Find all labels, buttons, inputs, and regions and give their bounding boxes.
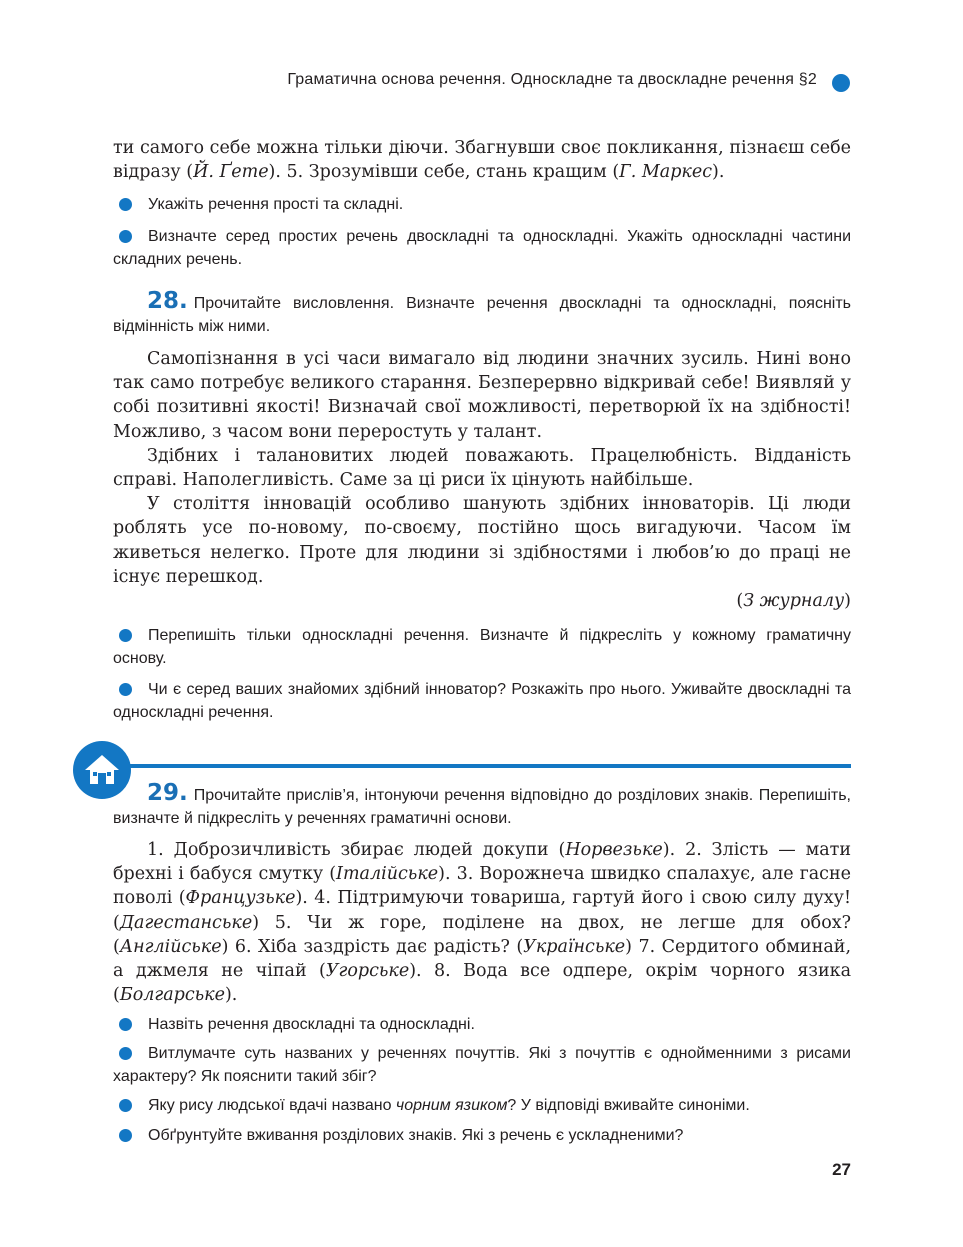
- bullet-text-part: ? У відповіді вживайте синоніми.: [507, 1097, 750, 1114]
- bullet-dot-icon: [119, 629, 132, 642]
- bullet-emphasis: чорним язиком: [395, 1097, 508, 1114]
- bullet-dot-icon: [119, 1129, 132, 1142]
- proverb-origin: Болгарське: [119, 985, 225, 1006]
- bullet-item: [113, 624, 851, 670]
- bullet-item: [113, 1124, 851, 1147]
- proverb: 8. Вода все одпере, окрім чорного язика (: [113, 961, 852, 1006]
- bullet-text: Перепишіть тільки односкладні речення. Визначте й підкресліть у кожному граматичну основу.: [113, 627, 851, 667]
- running-header: [0, 71, 963, 95]
- bullet-text-part: Яку рису людської вдачі названо: [148, 1097, 396, 1114]
- bullet-dot-icon: [119, 198, 132, 211]
- proverb-tail: ).: [438, 864, 457, 885]
- intro-line-1: ти самого себе можна тільки діючи. Збагнувши своє покликання, пізнаєш: [113, 138, 805, 158]
- intro-author-goethe: Й. Ґете: [193, 162, 269, 183]
- task-28-text: [113, 347, 851, 589]
- proverb: 6. Хіба заздрість дає радість? (: [234, 936, 524, 957]
- proverb: 4. Підтримуючи товариша, гартуй його і свою силу духу! (: [113, 888, 851, 933]
- bullet-text-part: Назвіть речення двоскладні та односкладні.: [148, 1016, 475, 1033]
- proverb: 1. Доброзичливість збирає людей докупи (: [147, 840, 566, 860]
- header-dot-marker: [832, 74, 850, 92]
- intro-line-2a: себе відразу (: [113, 138, 851, 183]
- intro-text: [113, 136, 851, 184]
- task-instruction: Прочитайте висловлення. Визначте речення двоскладні та односкладні, поясніть відмінність між ними.: [113, 295, 851, 335]
- bullet-dot-icon: [119, 1099, 132, 1112]
- source-paren-close: ): [844, 591, 851, 611]
- intro-line-2e: ).: [712, 162, 725, 183]
- proverb-tail: ).: [224, 985, 238, 1006]
- proverb: 7. Сердитого обминай, а джмеля не чіпай (: [113, 936, 852, 982]
- source-title: З журналу: [743, 591, 845, 611]
- bullet-text: [113, 1094, 851, 1117]
- bullet-dot-icon: [119, 1047, 132, 1060]
- running-header-title: Граматична основа речення. Односкладне та двоскладне речення §2: [287, 71, 817, 88]
- bullet-text: Чи є серед ваших знайомих здібний інноватор? Розкажіть про нього. Уживайте двоскладні та односкладні речення.: [113, 681, 851, 721]
- source-paren-open: (: [736, 591, 744, 611]
- task-number: 28.: [147, 288, 188, 314]
- bullet-text: Укажіть речення прості та складні.: [148, 196, 404, 213]
- bullet-dot-icon: [119, 683, 132, 696]
- bullet-item: [113, 193, 851, 216]
- proverb: 5. Чи ж горе, поділене на двох, не легше для обох? (: [113, 912, 852, 957]
- intro-paragraph: [113, 136, 851, 184]
- proverbs-text: [113, 838, 851, 1007]
- source-attribution: [736, 591, 851, 611]
- task-instruction: Прочитайте прислів’я, інтонуючи речення відповідно до розділових знаків. Перепишіть, визначте й підкресліть у реченнях граматичні основи.: [113, 787, 851, 827]
- bullet-text: [113, 1042, 851, 1088]
- bullet-text: Визначте серед простих речень двоскладні та односкладні. Укажіть односкладні частини складних речень.: [113, 228, 851, 268]
- proverb-origin: Італійське: [336, 864, 439, 885]
- proverb-tail: ).: [409, 961, 435, 982]
- bullet-text: [113, 1124, 851, 1147]
- bullet-item: [113, 1094, 851, 1117]
- proverb-origin: Українське: [523, 936, 626, 957]
- proverb-origin: Норвезьке: [565, 840, 663, 860]
- text-paragraph: Самопізнання в усі часи вимагало від людини значних зусиль. Нині воно так само потребує великого старання. Безперервно відкривай себе! Виявляй у собі позитивні якості! Визначай свої можливості, перетворюй їх на здібності! Можливо, з часом вони переростуть у талант.: [113, 349, 851, 442]
- proverb-tail: ).: [295, 888, 315, 909]
- bullet-dot-icon: [119, 1018, 132, 1031]
- proverb: 2. Злість — мати брехні і бабуся смутку (: [113, 840, 852, 885]
- bullet-item: [113, 678, 851, 724]
- text-paragraph: У століття інновацій особливо шанують здібних інноваторів. Ці люди роблять усе по-новому, по-своєму, постійно щось вигадуючи. Часом їм живеться нелегко. Проте для людини зі здібностями і любов’ю до праці не існує перешкод.: [113, 494, 851, 587]
- proverbs-paragraph: [113, 838, 851, 1007]
- section-divider: [100, 764, 851, 768]
- proverb-tail: ): [221, 936, 235, 957]
- proverb-origin: Французьке: [185, 888, 296, 909]
- proverb-origin: Угорське: [325, 961, 410, 982]
- bullet-text-part: Витлумачте суть названих у реченнях почуттів. Які з почуттів є однойменними з рисами характеру? Як пояснити такий збіг?: [113, 1045, 851, 1085]
- proverb-tail: ): [625, 936, 639, 957]
- task-29-header: [113, 782, 851, 830]
- intro-author-marquez: Г. Маркес: [619, 162, 713, 183]
- bullet-item: [113, 1042, 851, 1088]
- proverb-tail: ): [252, 912, 275, 933]
- bullet-text: [113, 1013, 851, 1036]
- bullet-item: [113, 225, 851, 271]
- text-paragraph: Здібних і талановитих людей поважають. Працелюбність. Відданість справі. Наполегливість. Саме за ці риси їх цінують найбільше.: [113, 445, 851, 491]
- intro-line-2c: ). 5. Зрозумівши себе, стань кращим (: [268, 162, 620, 183]
- proverb-origin: Дагестанське: [119, 912, 253, 933]
- bullet-item: [113, 1013, 851, 1036]
- task-number: 29.: [147, 780, 188, 806]
- task-28-header: [113, 290, 851, 338]
- bullet-dot-icon: [119, 230, 132, 243]
- bullet-text-part: Обґрунтуйте вживання розділових знаків. Які з речень є ускладненими?: [148, 1127, 684, 1144]
- proverb-tail: ).: [662, 840, 686, 860]
- page-number: 27: [832, 1160, 851, 1179]
- proverb-origin: Англійське: [119, 936, 222, 957]
- proverb: 3. Ворожнеча швидко спалахує, але гасне поволі (: [113, 864, 852, 909]
